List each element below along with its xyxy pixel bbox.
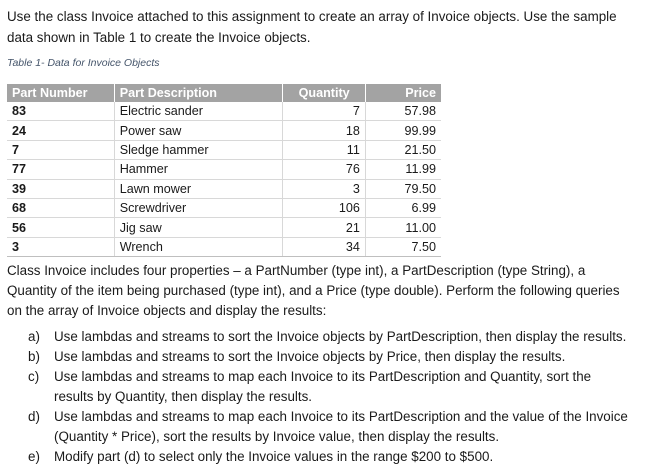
list-item-text: Use lambdas and streams to sort the Invoice objects by PartDescription, then display the results. xyxy=(54,329,627,344)
description-paragraph: Class Invoice includes four properties – a PartNumber (type int), a PartDescription (type String), a Quantity of the item being purchased (type int), and a Price (type double). Perform the following queries on the array of Invoice objects and display the results: xyxy=(7,263,620,318)
cell-quantity: 21 xyxy=(283,218,365,237)
table-row xyxy=(7,198,441,217)
cell-part-number: 3 xyxy=(7,237,114,256)
cell-price: 7.50 xyxy=(365,237,441,256)
cell-part-number: 56 xyxy=(7,218,114,237)
cell-price: 99.99 xyxy=(365,121,441,140)
table-row xyxy=(7,237,441,256)
cell-part-number: 39 xyxy=(7,179,114,198)
list-item-text: Use lambdas and streams to map each Invoice to its PartDescription and the value of the Invoice (Quantity * Price), sort the results by Invoice value, then display the results. xyxy=(54,409,628,444)
header-price: Price xyxy=(365,84,441,102)
cell-price: 11.00 xyxy=(365,218,441,237)
list-marker: e) xyxy=(28,449,40,464)
cell-part-description: Hammer xyxy=(114,160,283,179)
header-part-number: Part Number xyxy=(7,84,114,102)
table-row xyxy=(7,160,441,179)
table-header-row xyxy=(7,84,441,102)
cell-part-number: 68 xyxy=(7,198,114,217)
cell-price: 11.99 xyxy=(365,160,441,179)
list-marker: d) xyxy=(28,409,40,424)
intro-paragraph: Use the class Invoice attached to this assignment to create an array of Invoice objects. Use the sample data shown in Table 1 to create the Invoice objects. xyxy=(7,9,617,45)
list-item-text: Modify part (d) to select only the Invoice values in the range $200 to $500. xyxy=(54,449,494,464)
cell-part-description: Wrench xyxy=(114,237,283,256)
list-item xyxy=(28,407,633,447)
cell-price: 79.50 xyxy=(365,179,441,198)
cell-part-description: Screwdriver xyxy=(114,198,283,217)
table-row xyxy=(7,179,441,198)
table-row xyxy=(7,121,441,140)
cell-part-description: Jig saw xyxy=(114,218,283,237)
list-marker: b) xyxy=(28,349,40,364)
query-list xyxy=(28,327,633,467)
table-row xyxy=(7,218,441,237)
table-row xyxy=(7,140,441,159)
list-item-text: Use lambdas and streams to map each Invoice to its PartDescription and Quantity, sort the results by Quantity, then display the results. xyxy=(54,369,592,404)
cell-quantity: 34 xyxy=(283,237,365,256)
cell-price: 21.50 xyxy=(365,140,441,159)
cell-quantity: 7 xyxy=(283,102,365,121)
cell-price: 57.98 xyxy=(365,102,441,121)
list-item-text: Use lambdas and streams to sort the Invoice objects by Price, then display the results. xyxy=(54,349,566,364)
header-quantity: Quantity xyxy=(283,84,365,102)
invoice-data-table xyxy=(7,84,441,257)
cell-quantity: 76 xyxy=(283,160,365,179)
list-item xyxy=(28,367,633,407)
cell-part-description: Power saw xyxy=(114,121,283,140)
list-item xyxy=(28,447,633,467)
cell-quantity: 18 xyxy=(283,121,365,140)
cell-part-description: Electric sander xyxy=(114,102,283,121)
table-caption: Table 1- Data for Invoice Objects xyxy=(7,57,160,69)
header-part-description: Part Description xyxy=(114,84,283,102)
cell-part-description: Sledge hammer xyxy=(114,140,283,159)
cell-part-description: Lawn mower xyxy=(114,179,283,198)
list-marker: c) xyxy=(28,369,40,384)
cell-quantity: 11 xyxy=(283,140,365,159)
cell-part-number: 77 xyxy=(7,160,114,179)
cell-part-number: 7 xyxy=(7,140,114,159)
list-item xyxy=(28,347,633,367)
cell-quantity: 3 xyxy=(283,179,365,198)
list-marker: a) xyxy=(28,329,40,344)
list-item xyxy=(28,327,633,347)
cell-part-number: 24 xyxy=(7,121,114,140)
table-row xyxy=(7,102,441,121)
cell-quantity: 106 xyxy=(283,198,365,217)
cell-price: 6.99 xyxy=(365,198,441,217)
cell-part-number: 83 xyxy=(12,104,27,119)
